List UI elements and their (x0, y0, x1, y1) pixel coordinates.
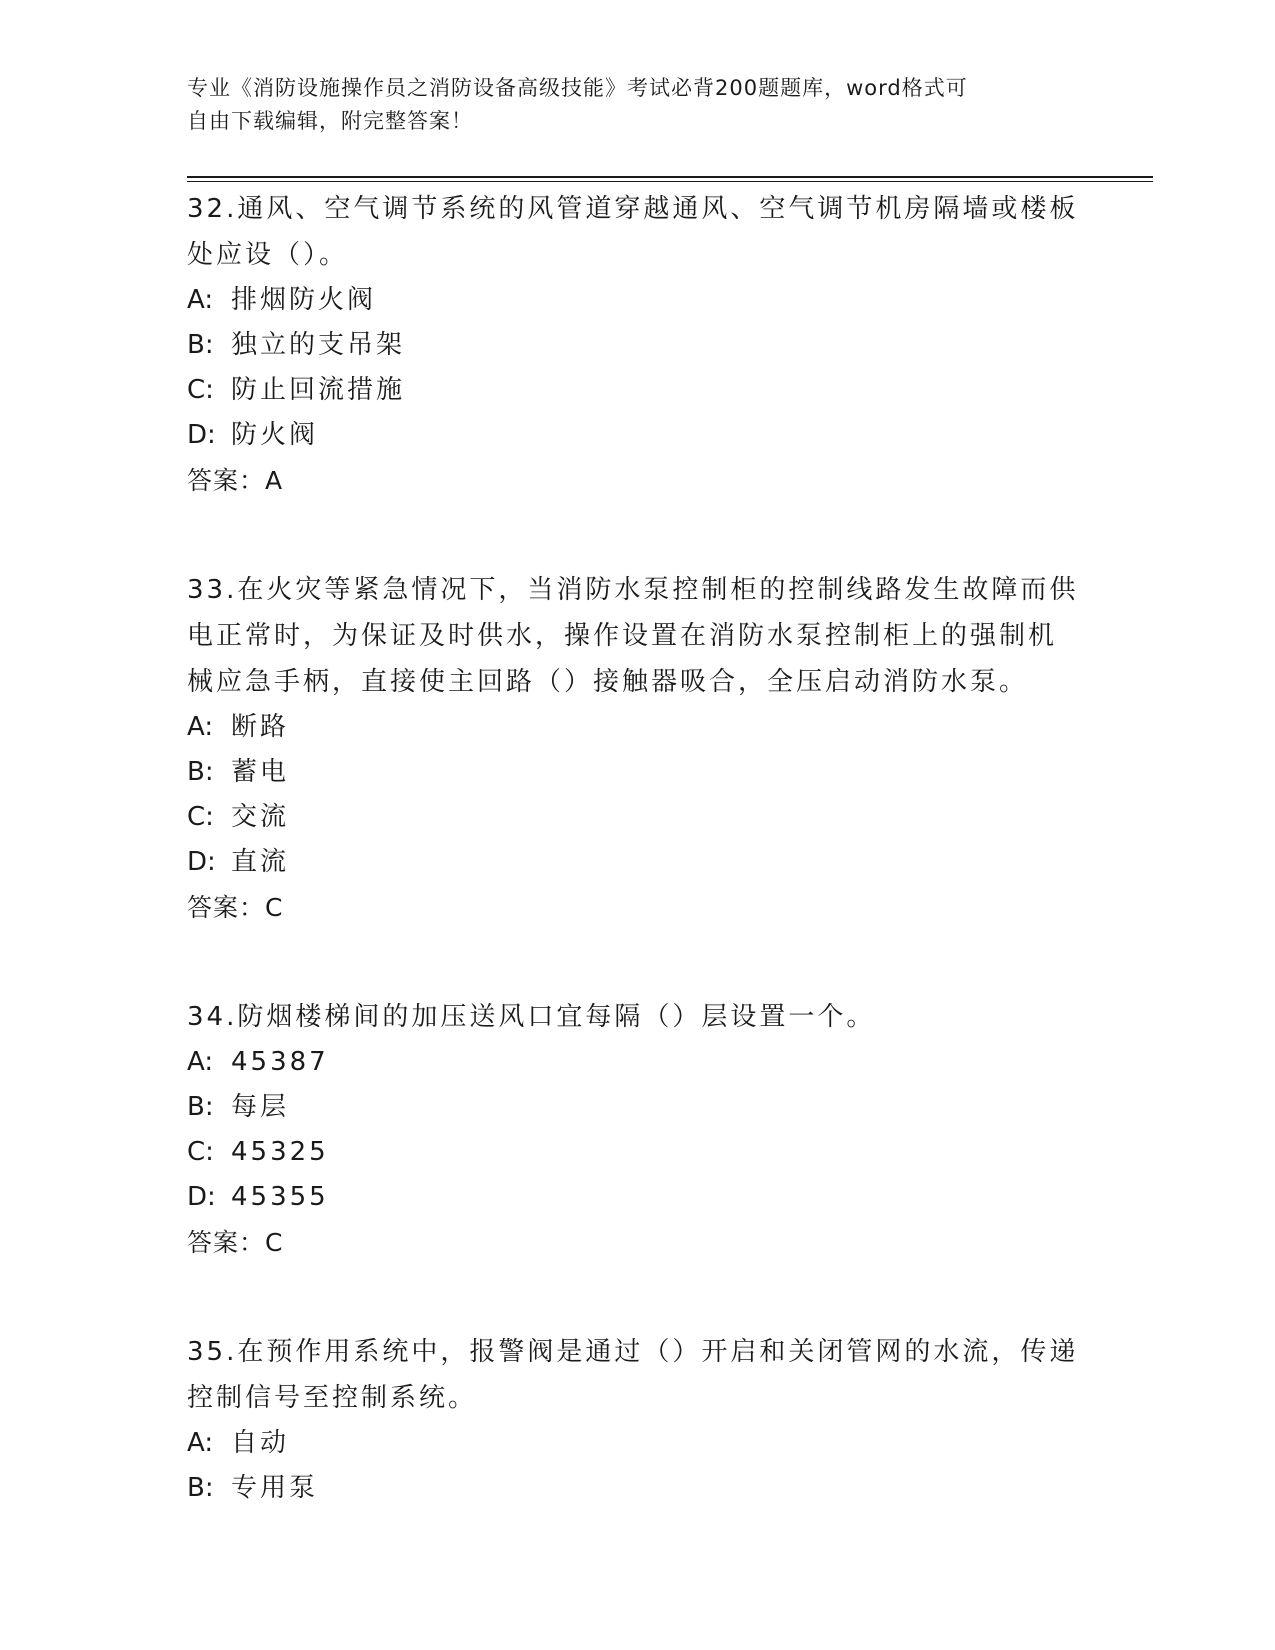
answer-line: 答案：C (187, 893, 284, 922)
option-a (187, 705, 1087, 750)
header-divider-thin (187, 181, 1153, 182)
option-key: C: (187, 1137, 214, 1167)
option-text: 防止回流措施 (231, 375, 406, 405)
option-key: A: (187, 712, 214, 742)
option-text: 45355 (231, 1182, 329, 1212)
question-spacer (187, 930, 1087, 994)
header-line-1: 专业《消防设施操作员之消防设备高级技能》考试必背200题题库，word格式可 (187, 76, 968, 100)
option-text: 每层 (231, 1092, 290, 1122)
option-b (187, 1085, 1087, 1130)
option-text: 排烟防火阀 (231, 285, 377, 315)
header-divider-thick (187, 176, 1153, 178)
option-text: 防火阀 (231, 420, 319, 450)
question-stem-line: 电正常时，为保证及时供水，操作设置在消防水泵控制柜上的强制机 (187, 621, 1058, 651)
option-b (187, 750, 1087, 795)
document-header (187, 72, 1067, 138)
option-c (187, 368, 1087, 413)
option-text: 45325 (231, 1137, 329, 1167)
option-text: 专用泵 (231, 1473, 319, 1503)
question-stem-line: 处应设（）。 (187, 240, 349, 270)
answer-line: 答案：A (187, 466, 284, 495)
option-text: 独立的支吊架 (231, 330, 406, 360)
question-spacer (187, 503, 1087, 567)
question-stem-line: 械应急手柄，直接使主回路（）接触器吸合，全压启动消防水泵。 (187, 667, 1029, 697)
question-35 (187, 1329, 1087, 1511)
option-a (187, 278, 1087, 323)
header-line-2: 自由下载编辑，附完整答案！ (187, 109, 473, 133)
question-list (187, 186, 1087, 1511)
option-key: B: (187, 330, 214, 360)
option-d (187, 413, 1087, 458)
option-text: 交流 (231, 802, 290, 832)
option-key: D: (187, 420, 216, 450)
option-key: A: (187, 1047, 214, 1077)
question-stem-line: 33.在火灾等紧急情况下，当消防水泵控制柜的控制线路发生故障而供 (187, 575, 1079, 605)
option-key: B: (187, 1473, 214, 1503)
option-key: A: (187, 285, 214, 315)
option-b (187, 323, 1087, 368)
option-text: 直流 (231, 847, 290, 877)
question-stem-line: 控制信号至控制系统。 (187, 1383, 478, 1413)
question-spacer (187, 1265, 1087, 1329)
option-key: B: (187, 757, 214, 787)
question-stem-line: 32.通风、空气调节系统的风管道穿越通风、空气调节机房隔墙或楼板 (187, 194, 1079, 224)
question-33 (187, 567, 1087, 930)
option-key: C: (187, 802, 214, 832)
option-text: 自动 (231, 1428, 290, 1458)
option-c (187, 795, 1087, 840)
option-a (187, 1421, 1087, 1466)
option-key: D: (187, 847, 216, 877)
option-key: A: (187, 1428, 214, 1458)
option-c (187, 1130, 1087, 1175)
option-text: 45387 (231, 1047, 329, 1077)
option-key: C: (187, 375, 214, 405)
option-key: D: (187, 1182, 216, 1212)
question-stem-line: 35.在预作用系统中，报警阀是通过（）开启和关闭管网的水流，传递 (187, 1337, 1079, 1367)
question-34 (187, 994, 1087, 1265)
question-stem-line: 34.防烟楼梯间的加压送风口宜每隔（）层设置一个。 (187, 1002, 876, 1032)
question-32 (187, 186, 1087, 503)
answer-line: 答案：C (187, 1228, 284, 1257)
option-d (187, 1175, 1087, 1220)
option-text: 蓄电 (231, 757, 290, 787)
option-b (187, 1466, 1087, 1511)
option-a (187, 1040, 1087, 1085)
option-d (187, 840, 1087, 885)
option-key: B: (187, 1092, 214, 1122)
option-text: 断路 (231, 712, 290, 742)
